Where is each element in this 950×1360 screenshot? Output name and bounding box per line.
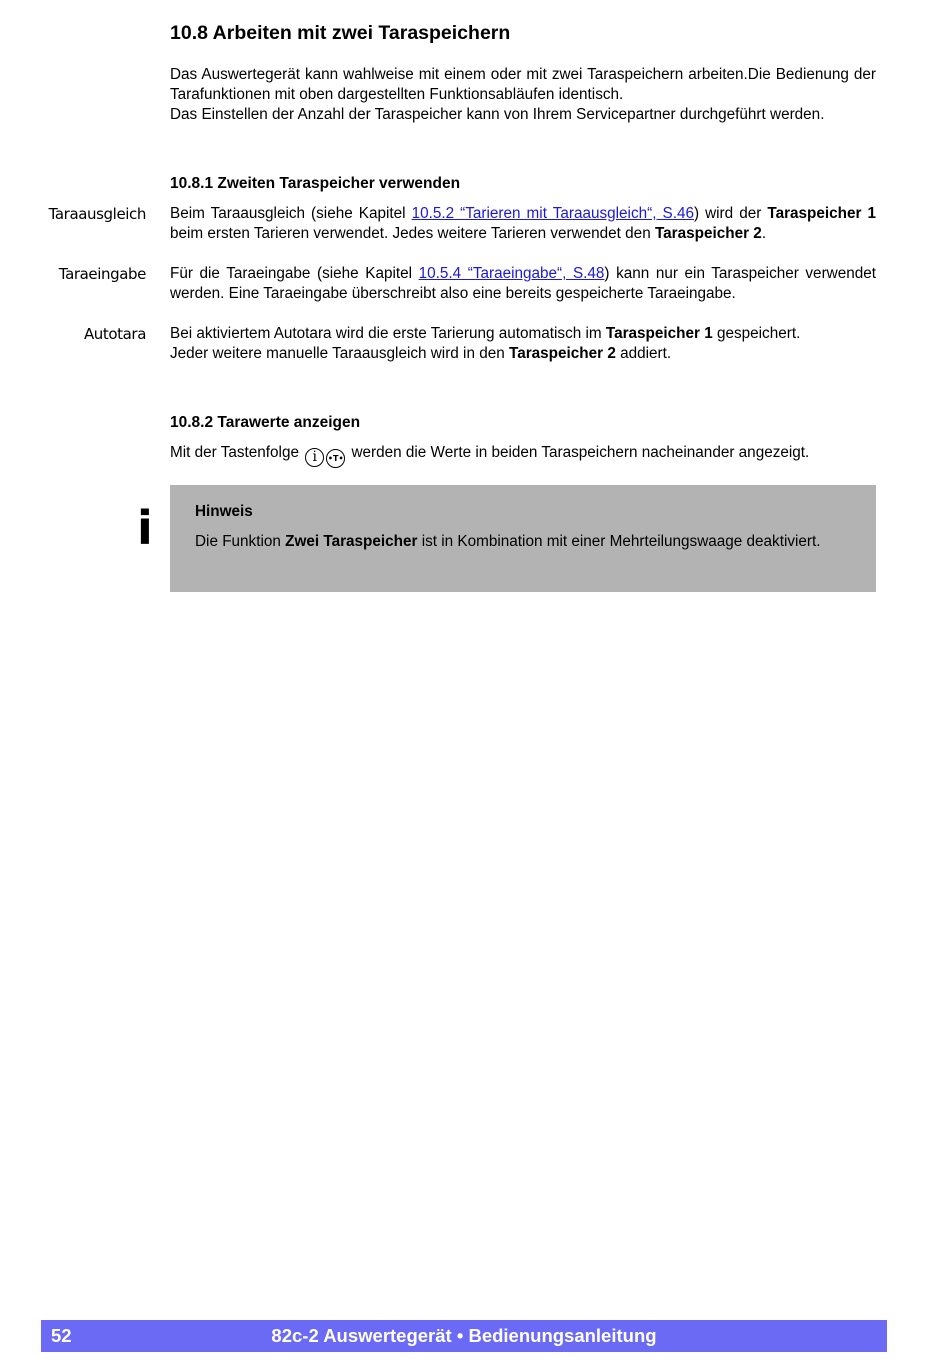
text: Für die Taraeingabe (siehe Kapitel xyxy=(170,265,419,282)
text: Jeder weitere manuelle Taraausgleich wird in den xyxy=(170,345,509,362)
subsection-title-2: 10.8.2 Tarawerte anzeigen xyxy=(170,414,361,431)
note-box xyxy=(170,485,876,592)
footer-title: 82c-2 Auswertegerät • Bedienungsanleitung xyxy=(271,1325,657,1346)
info-key-icon: i xyxy=(305,448,324,467)
side-label-taraeingabe: Taraeingabe xyxy=(58,265,146,283)
text: addiert. xyxy=(615,345,672,362)
text: . xyxy=(761,225,767,242)
bold-text: Taraspeicher 1 xyxy=(605,325,713,342)
bold-text: Zwei Taraspeicher xyxy=(285,533,418,550)
text: werden die Werte in beiden Taraspeichern nacheinander angezeigt. xyxy=(351,444,810,461)
intro-paragraph xyxy=(170,65,876,125)
section-title: 10.8 Arbeiten mit zwei Taraspeichern xyxy=(170,22,511,44)
subsection-title-1: 10.8.1 Zweiten Taraspeicher verwenden xyxy=(170,175,461,192)
text: Beim Taraausgleich (siehe Kapitel xyxy=(170,205,412,222)
link-taraeingabe[interactable]: 10.5.4 “Taraeingabe“, S.48 xyxy=(418,265,605,282)
tare-key-icon: •T• xyxy=(326,449,345,468)
bold-text: Taraspeicher 2 xyxy=(509,345,616,362)
intro-line-2: Das Einstellen der Anzahl der Taraspeicher kann von Ihrem Servicepartner durchgeführt werden. xyxy=(170,106,825,123)
text: Die Funktion xyxy=(195,533,286,550)
info-icon: i xyxy=(137,501,153,555)
key-sequence xyxy=(305,447,345,468)
text: Bei aktiviertem Autotara wird die erste Tarierung automatisch im xyxy=(170,325,606,342)
bold-text: Taraspeicher 2 xyxy=(654,225,762,242)
text: gespeichert. xyxy=(712,325,801,342)
text: ) kann nur ein Taraspeicher verwendet werden. Eine Taraeingabe überschreibt also eine bereits gespeicherte Taraeingabe. xyxy=(170,265,876,302)
tastenfolge-paragraph xyxy=(170,443,876,468)
bold-text: Taraspeicher 1 xyxy=(767,205,877,222)
side-label-taraausgleich: Taraausgleich xyxy=(48,205,146,223)
page-footer xyxy=(41,1320,887,1352)
text: ist in Kombination mit einer Mehrteilungswaage deaktiviert. xyxy=(417,533,821,550)
autotara-paragraph xyxy=(170,324,876,364)
link-tarieren-mit-taraausgleich[interactable]: 10.5.2 “Tarieren mit Taraausgleich“, S.46 xyxy=(411,205,694,222)
intro-line-1: Das Auswertegerät kann wahlweise mit einem oder mit zwei Taraspeichern arbeiten.Die Bedienung der Tarafunktionen mit oben dargestellten Funktionsabläufen identisch. xyxy=(170,66,876,103)
side-label-autotara: Autotara xyxy=(83,325,146,343)
text: beim ersten Tarieren verwendet. Jedes weitere Tarieren verwendet den xyxy=(170,225,655,242)
taraeingabe-paragraph xyxy=(170,264,876,304)
note-text xyxy=(195,532,851,552)
note-title: Hinweis xyxy=(195,503,253,520)
text: Mit der Tastenfolge xyxy=(170,444,299,461)
text: ) wird der xyxy=(693,205,768,222)
taraausgleich-paragraph xyxy=(170,204,876,244)
page-number: 52 xyxy=(51,1325,72,1346)
